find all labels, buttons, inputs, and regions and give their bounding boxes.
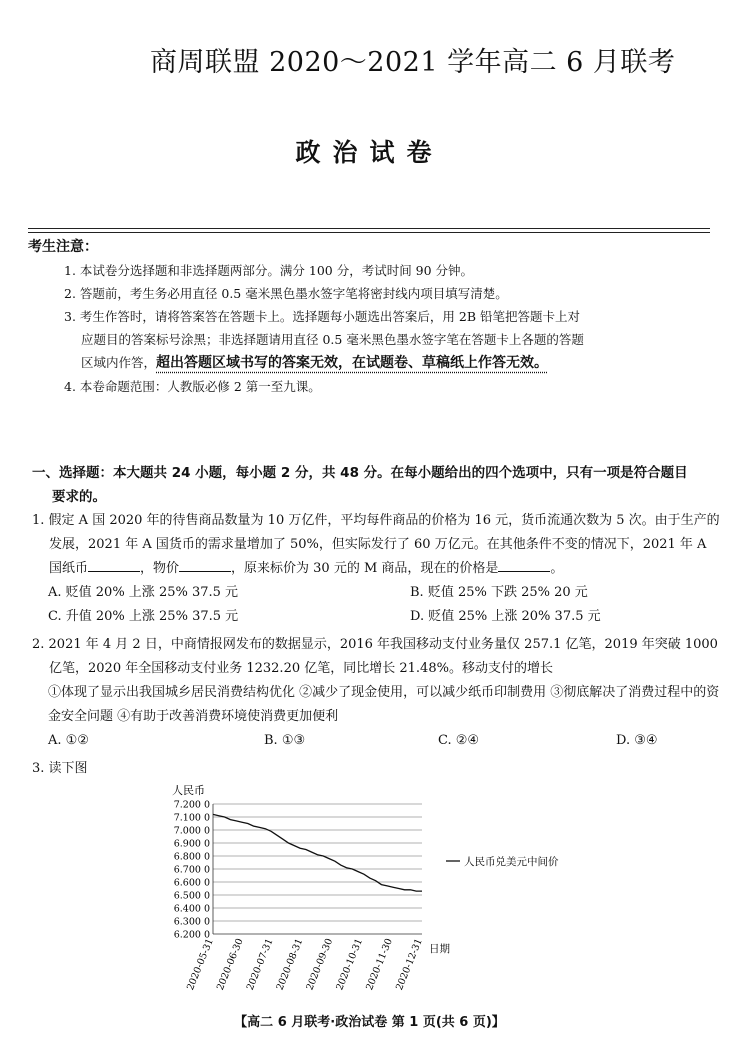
chart-x-axis-label: 日期 [429,943,450,955]
exchange-rate-chart [140,780,610,1005]
chart-grid [213,804,422,934]
q1-text-d: 。 [550,561,564,576]
exam-title: 商周联盟 2020～2021 学年高二 6 月联考 [150,47,676,78]
chart-y-tick-label: 6.400 0 [173,903,210,915]
notice-item-2: 2. 答题前，考生务必用直径 0.5 毫米黑色墨水签字笔将密封线内项目填写清楚。 [64,286,508,301]
notice-list [64,259,584,398]
chart-x-tick-label: 2020-07-31 [244,937,276,992]
q1-text-c: ，原来标价为 30 元的 M 商品，现在的价格是 [231,561,499,576]
chart-y-tick-label: 6.700 0 [173,864,210,876]
chart-x-tick-label: 2020-12-31 [394,937,425,992]
notice-item-3-emphasis: 超出答题区域书写的答案无效，在试题卷、草稿纸上作答无效。 [156,355,549,371]
subject-title: 政治试卷 [295,138,444,167]
chart-y-ticks [174,800,210,941]
header-rule-top [28,228,710,229]
chart-y-tick-label: 7.100 0 [173,812,210,824]
q1-text-b: ，物价 [140,561,180,576]
question-2-stem: 2. 2021 年 4 月 2 日，中商情报网发布的数据显示，2016 年我国移动支付业务量仅 257.1 亿笔，2019 年突破 1000 亿笔，2020 年全国移动支付业务 1232.20 亿笔，同比增长 21.48%。移动支付的增长 [32,637,718,676]
q1-option-a[interactable]: A. 贬值 20% 上涨 25% 37.5 元 [48,585,239,600]
chart-x-tick-label: 2020-05-31 [185,937,216,992]
chart-x-tick-label: 2020-10-31 [334,937,366,992]
section-heading-line-2: 要求的。 [52,489,106,505]
chart-y-tick-label: 6.500 0 [173,890,210,902]
notice-item-3-text: 3. 考生作答时，请将答案答在答题卡上。选择题每小题选出答案后，用 2B 铅笔把答题卡上对应题目的答案标号涂黑；非选择题请用直径 0.5 毫米黑色墨水签字笔在答题卡上各题的答题区域内作答， [64,309,584,370]
chart-y-tick-label: 6.300 0 [173,916,210,928]
chart-y-tick-label: 6.200 0 [173,929,210,941]
question-2-statements: ①体现了显示出我国城乡居民消费结构优化 ②减少了现金使用，可以减少纸币印制费用 ③彻底解决了消费过程中的资金安全问题 ④有助于改善消费环境使消费更加便利 [48,685,720,724]
chart-y-tick-label: 6.600 0 [173,877,210,889]
notice-title: 考生注意： [28,239,98,255]
q1-option-d[interactable]: D. 贬值 25% 上涨 20% 37.5 元 [410,609,601,624]
section-heading-line-1: 一、选择题：本大题共 24 小题，每小题 2 分，共 48 分。在每小题给出的四个选项中，只有一项是符合题目 [32,465,688,481]
notice-item-3 [64,305,584,375]
chart-y-axis-label: 人民币 [172,784,205,797]
q2-option-c[interactable]: C. ②④ [438,733,480,748]
q2-option-a[interactable]: A. ①② [48,733,89,748]
q2-option-d[interactable]: D. ③④ [616,733,658,748]
chart-y-tick-label: 7.200 0 [173,799,210,811]
q1-option-c[interactable]: C. 升值 20% 上涨 25% 37.5 元 [48,609,239,624]
chart-y-tick-label: 6.800 0 [173,851,210,863]
q2-options-row [32,729,722,753]
notice-item-1: 1. 本试卷分选择题和非选择题两部分。满分 100 分，考试时间 90 分钟。 [64,263,474,278]
chart-x-tick-label: 2020-09-30 [304,937,336,992]
q1-blank-3 [498,557,550,572]
notice-item-4: 4. 本卷命题范围：人教版必修 2 第一至九课。 [64,379,321,394]
chart-x-tick-label: 2020-08-31 [274,937,306,992]
question-1 [32,509,722,629]
page-footer: 【高二 6 月联考·政治试卷 第 1 页(共 6 页)】 [234,1015,505,1030]
question-2 [32,633,722,753]
chart-series-line [213,814,422,891]
section-heading [32,461,722,509]
chart-x-tick-label: 2020-06-30 [214,937,246,992]
q1-text-a: 1. 假定 A 国 2020 年的待售商品数量为 10 万亿件，平均每件商品的价格为 16 元，货币流通次数为 5 次。由于生产的发展，2021 年 A 国货币的需求量增加了 50%，但实际发行了 60 万亿元。在其他条件不变的情况下，2021 年 A 国纸币 [32,513,720,576]
chart-x-ticks [185,937,425,992]
chart-legend-label: 人民币兑美元中间价 [464,856,559,868]
q1-blank-1 [88,557,140,572]
question-3-stem: 3. 读下图 [32,761,88,776]
question-1-stem [32,509,722,581]
chart-x-tick-label: 2020-11-30 [364,937,395,992]
q1-options-row-2 [32,605,722,629]
q2-option-b[interactable]: B. ①③ [264,733,306,748]
q1-option-b[interactable]: B. 贬值 25% 下跌 25% 20 元 [410,585,588,600]
q1-blank-2 [179,557,231,572]
header-rule-bottom [28,232,710,233]
q1-options-row-1 [32,581,722,605]
chart-y-tick-label: 6.900 0 [173,838,210,850]
chart-y-tick-label: 7.000 0 [173,825,210,837]
